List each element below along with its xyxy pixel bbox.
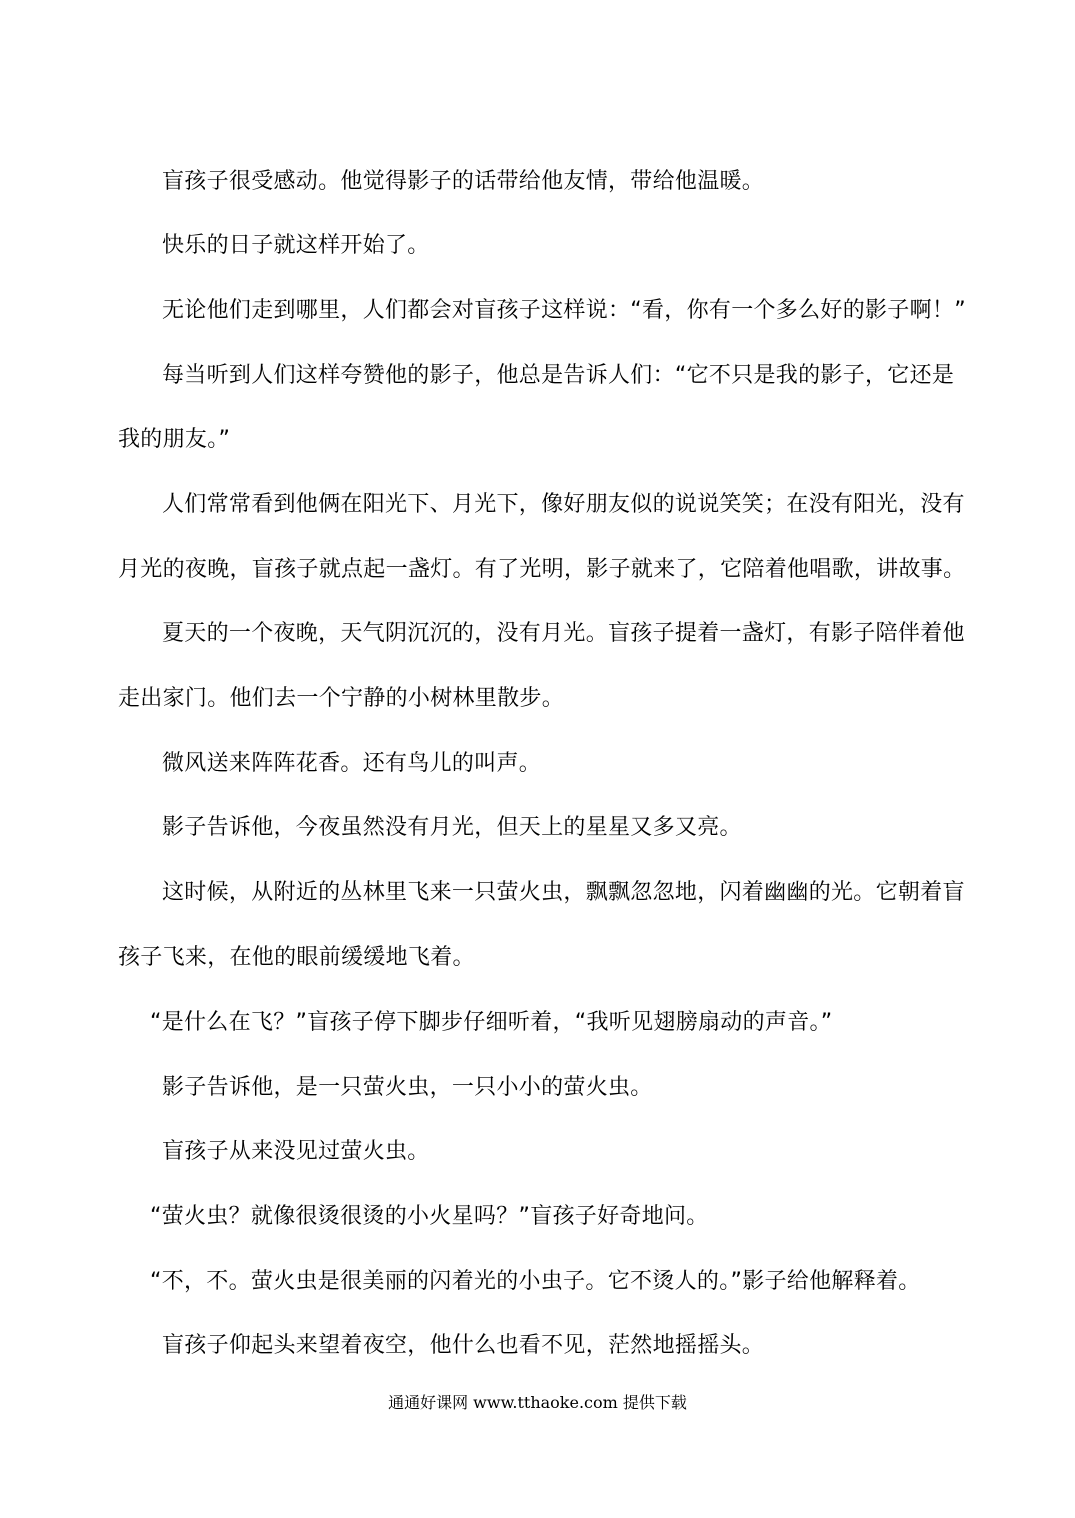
paragraph-12-line-1: 盲孩子从来没见过萤火虫。	[162, 1139, 430, 1164]
paragraph-15-line-1: 盲孩子仰起头来望着夜空，他什么也看不见，茫然地摇摇头。	[162, 1333, 765, 1358]
paragraph-9-line-2: 孩子飞来，在他的眼前缓缓地飞着。	[118, 945, 475, 970]
paragraph-13-line-1: “萤火虫？就像很烫很烫的小火星吗？”盲孩子好奇地问。	[150, 1204, 709, 1229]
paragraph-5-line-1: 人们常常看到他俩在阳光下、月光下，像好朋友似的说说笑笑；在没有阳光，没有	[162, 492, 965, 517]
page-footer: 通通好课网 www.tthaoke.com 提供下载	[388, 1393, 687, 1412]
paragraph-2-line-1: 快乐的日子就这样开始了。	[162, 233, 430, 258]
paragraph-7-line-1: 微风送来阵阵花香。还有鸟儿的叫声。	[162, 751, 542, 776]
paragraph-1-line-1: 盲孩子很受感动。他觉得影子的话带给他友情，带给他温暖。	[162, 169, 765, 194]
paragraph-6-line-1: 夏天的一个夜晚，天气阴沉沉的，没有月光。盲孩子提着一盏灯，有影子陪伴着他	[162, 621, 965, 646]
paragraph-10-line-1: “是什么在飞？”盲孩子停下脚步仔细听着，“我听见翅膀扇动的声音。”	[150, 1010, 833, 1035]
paragraph-6-line-2: 走出家门。他们去一个宁静的小树林里散步。	[118, 686, 565, 711]
paragraph-11-line-1: 影子告诉他，是一只萤火虫，一只小小的萤火虫。	[162, 1075, 653, 1100]
paragraph-4-line-1: 每当听到人们这样夸赞他的影子，他总是告诉人们：“它不只是我的影子，它还是	[162, 363, 955, 388]
paragraph-3-line-1: 无论他们走到哪里，人们都会对盲孩子这样说：“看，你有一个多么好的影子啊！”	[162, 298, 966, 323]
paragraph-14-line-1: “不，不。萤火虫是很美丽的闪着光的小虫子。它不烫人的。”影子给他解释着。	[150, 1269, 921, 1294]
paragraph-8-line-1: 影子告诉他，今夜虽然没有月光，但天上的星星又多又亮。	[162, 815, 742, 840]
paragraph-5-line-2: 月光的夜晚，盲孩子就点起一盏灯。有了光明，影子就来了，它陪着他唱歌，讲故事。	[118, 557, 966, 582]
paragraph-9-line-1: 这时候，从附近的丛林里飞来一只萤火虫，飘飘忽忽地，闪着幽幽的光。它朝着盲	[162, 880, 965, 905]
paragraph-4-line-2: 我的朋友。”	[118, 427, 231, 452]
